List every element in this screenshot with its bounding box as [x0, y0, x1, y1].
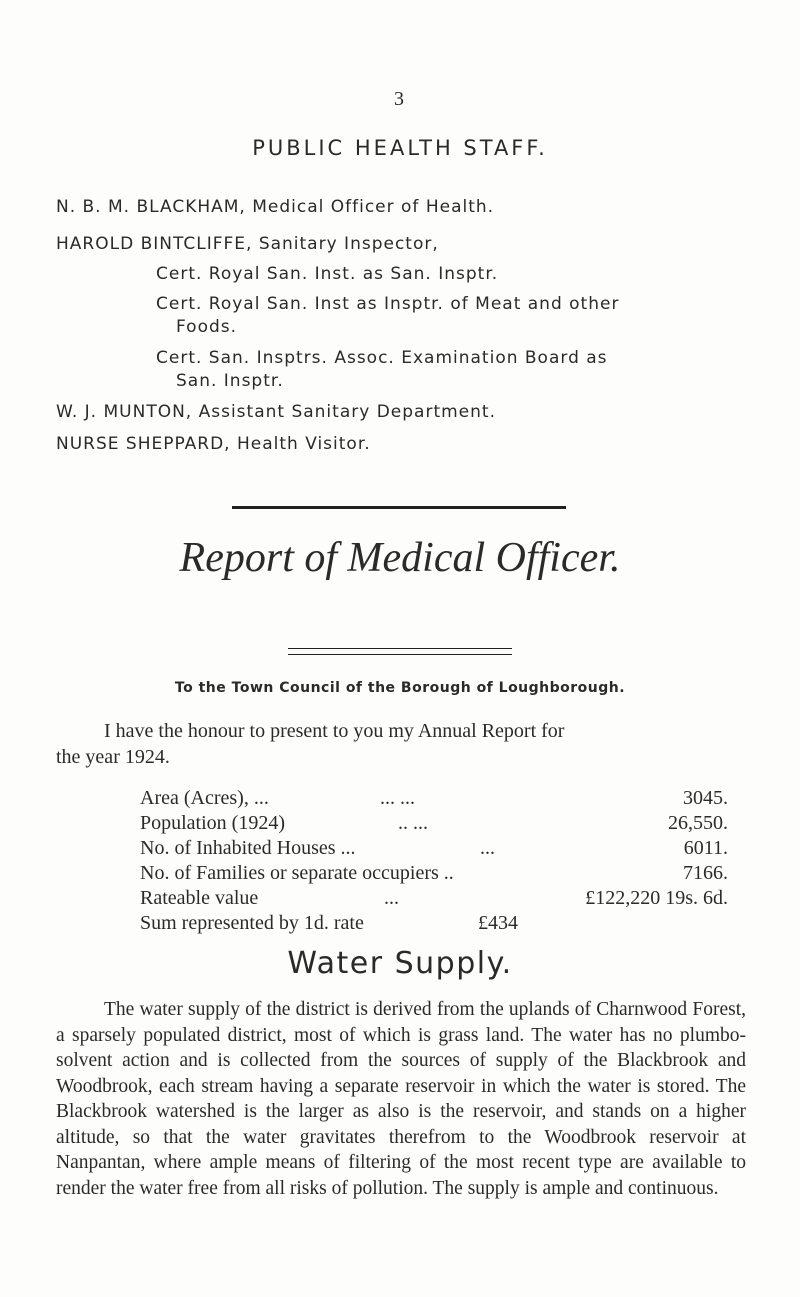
- staff-entry-sanitary-inspector: HAROLD BINTCLIFFE, Sanitary Inspector,: [56, 234, 439, 254]
- page-number: 3: [394, 88, 404, 110]
- report-title: Report of Medical Officer.: [179, 535, 621, 581]
- stat-label: Sum represented by 1d. rate: [140, 912, 364, 934]
- staff-qualification: Cert. Royal San. Inst as Insptr. of Meat and other: [156, 294, 620, 314]
- stat-label: Population (1924): [140, 812, 285, 834]
- intro-paragraph-line: I have the honour to present to you my Annual Report for: [104, 720, 565, 742]
- section-divider: [232, 506, 566, 509]
- water-supply-text: The water supply of the district is derived from the uplands of Charnwood Forest, a sparsely populated district, most of which is grass land. The water has no plumbo-solvent action and is collected from the sources of supply of the Blackbrook and Woodbrook, each stream having a separate reservoir in which the water is stored. The Blackbrook watershed is the larger as also is the reservoir, and stands on a higher altitude, so that the water gravitates therefrom to the Woodbrook reservoir at Nanpantan, where ample means of filtering of the most recent type are available to render the water free from all risks of pollution. The supply is ample and continuous.: [56, 999, 746, 1199]
- title-underline-bottom: [288, 654, 512, 655]
- stat-value: 3045.: [683, 787, 728, 809]
- staff-qualification-continued: San. Insptr.: [176, 371, 284, 391]
- stat-label: No. of Families or separate occupiers ..: [140, 862, 454, 884]
- stat-leader-dots: .. ...: [398, 812, 428, 834]
- report-addressee: To the Town Council of the Borough of Loughborough.: [174, 680, 626, 696]
- stat-label: No. of Inhabited Houses ...: [140, 837, 356, 859]
- staff-qualification: Cert. Royal San. Inst. as San. Insptr.: [156, 264, 499, 284]
- staff-entry-medical-officer: N. B. M. BLACKHAM, Medical Officer of Health.: [56, 197, 495, 217]
- stat-value: 7166.: [683, 862, 728, 884]
- stat-value: 26,550.: [668, 812, 728, 834]
- stat-label: Area (Acres), ...: [140, 787, 269, 809]
- intro-paragraph-line: the year 1924.: [56, 746, 170, 768]
- staff-entry-health-visitor: NURSE SHEPPARD, Health Visitor.: [56, 434, 371, 454]
- staff-section-title: PUBLIC HEALTH STAFF.: [252, 136, 548, 160]
- stat-leader-dots: ...: [384, 887, 399, 909]
- stat-label: Rateable value: [140, 887, 259, 909]
- water-supply-paragraph: [56, 997, 746, 1201]
- staff-entry-assistant: W. J. MUNTON, Assistant Sanitary Department.: [56, 402, 496, 422]
- stat-leader-dots: ... ...: [380, 787, 415, 809]
- water-supply-heading: Water Supply.: [287, 946, 513, 981]
- stat-value: £434: [478, 912, 518, 934]
- staff-qualification: Cert. San. Insptrs. Assoc. Examination Board as: [156, 348, 608, 368]
- stat-value: £122,220 19s. 6d.: [585, 887, 728, 909]
- stat-value: 6011.: [683, 837, 728, 859]
- staff-qualification-continued: Foods.: [176, 317, 238, 337]
- stat-leader-dots: ...: [480, 837, 495, 859]
- title-underline-top: [288, 648, 512, 649]
